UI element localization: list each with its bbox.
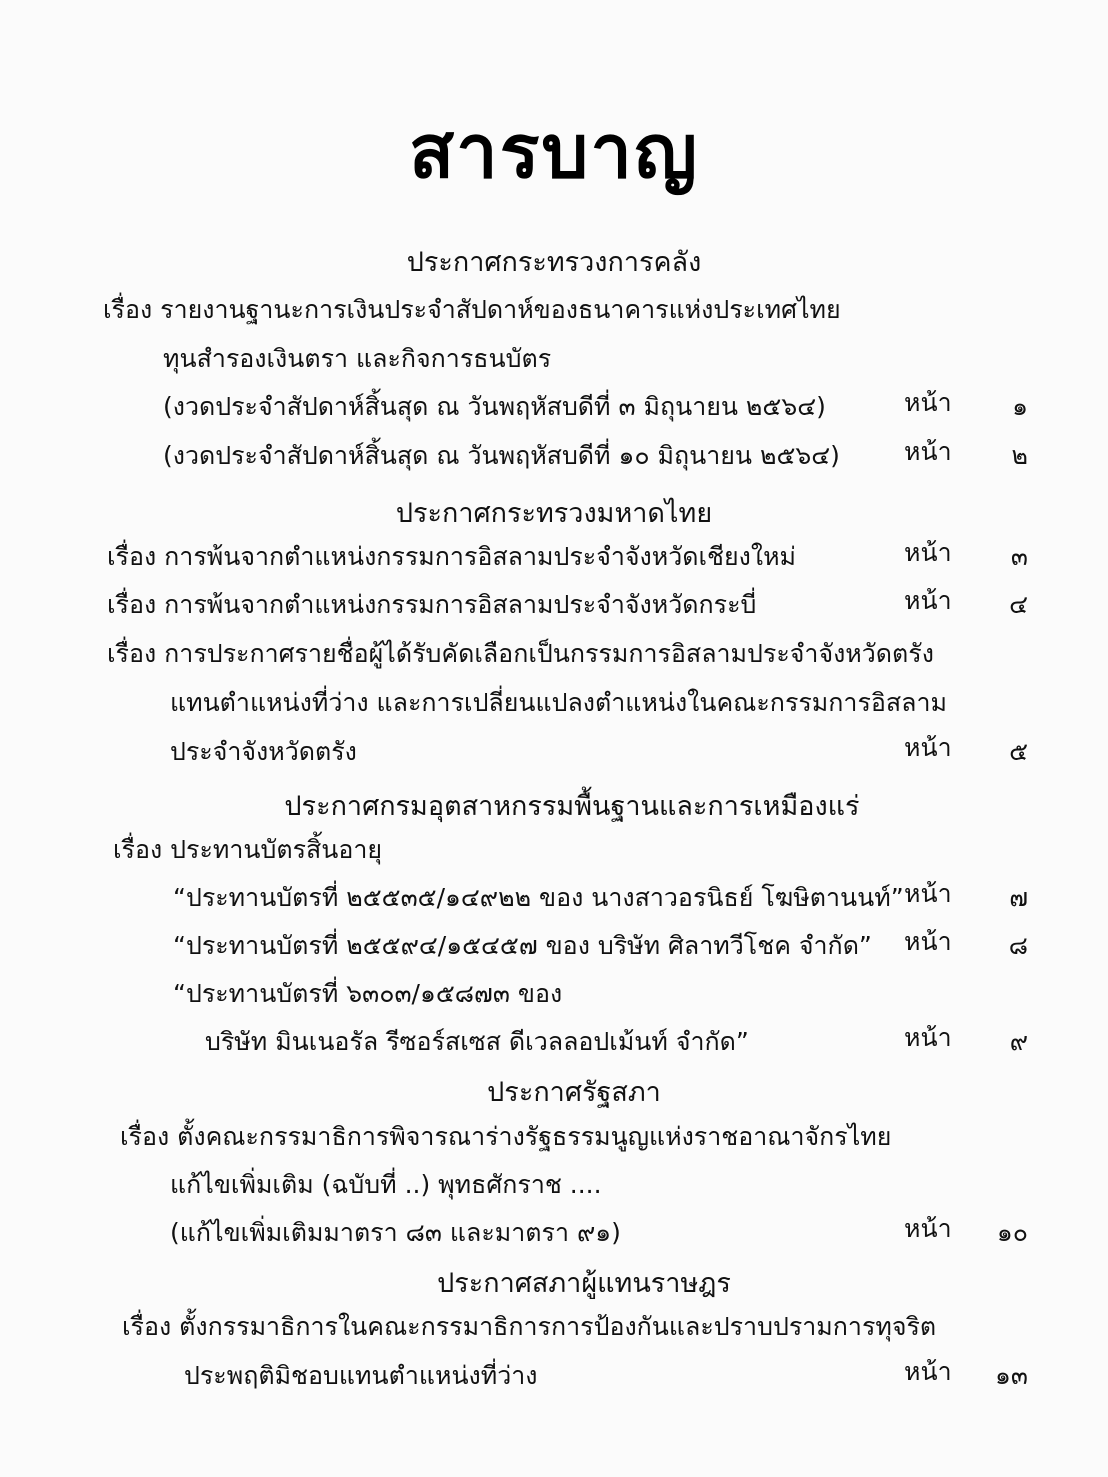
section-heading-parliament: ประกาศรัฐสภา — [487, 1077, 661, 1108]
toc-entry: (งวดประจำสัปดาห์สิ้นสุด ณ วันพฤหัสบดีที่ ๓ มิถุนายน ๒๕๖๔) — [163, 392, 826, 421]
page-label: หน้า — [904, 927, 952, 956]
toc-entry: เรื่อง ตั้งกรรมาธิการในคณะกรรมาธิการการป้องกันและปราบปรามการทุจริต — [122, 1312, 937, 1341]
page-label: หน้า — [904, 1357, 952, 1386]
page-label: หน้า — [904, 437, 952, 466]
page-number: ๓ — [1010, 542, 1028, 571]
toc-entry: ประจำจังหวัดตรัง — [170, 737, 357, 766]
page-number: ๘ — [1008, 931, 1028, 960]
page-label: หน้า — [904, 1214, 952, 1243]
page-number: ๑๐ — [996, 1218, 1028, 1247]
toc-entry: (แก้ไขเพิ่มเติมมาตรา ๘๓ และมาตรา ๙๑) — [170, 1218, 621, 1247]
toc-entry: ประพฤติมิชอบแทนตำแหน่งที่ว่าง — [184, 1361, 538, 1390]
page-number: ๙ — [1009, 1027, 1028, 1056]
page-label: หน้า — [904, 586, 952, 615]
toc-entry: แก้ไขเพิ่มเติม (ฉบับที่ ..) พุทธศักราช .... — [170, 1170, 602, 1199]
page-label: หน้า — [904, 538, 952, 567]
section-heading-interior: ประกาศกระทรวงมหาดไทย — [395, 498, 713, 529]
toc-entry: เรื่อง รายงานฐานะการเงินประจำสัปดาห์ของธนาคารแห่งประเทศไทย — [103, 295, 841, 324]
page-number: ๒ — [1011, 441, 1028, 470]
page-number: ๕ — [1009, 737, 1028, 766]
page-label: หน้า — [904, 879, 952, 908]
toc-entry: เรื่อง การประกาศรายชื่อผู้ได้รับคัดเลือกเป็นกรรมการอิสลามประจำจังหวัดตรัง — [107, 639, 934, 668]
toc-entry: บริษัท มินเนอรัล รีซอร์สเซส ดีเวลลอปเม้นท์ จำกัด” — [205, 1027, 749, 1056]
toc-entry: “ประทานบัตรที่ ๒๕๕๙๔/๑๕๔๕๗ ของ บริษัท ศิลาทวีโชค จำกัด” — [173, 931, 872, 960]
page-number: ๑๓ — [995, 1361, 1028, 1390]
page-title: สารบาญ — [408, 109, 700, 195]
toc-entry: แทนตำแหน่งที่ว่าง และการเปลี่ยนแปลงตำแหน่งในคณะกรรมการอิสลาม — [170, 688, 947, 717]
section-heading-house-of-representatives: ประกาศสภาผู้แทนราษฎร — [437, 1268, 731, 1299]
toc-entry: “ประทานบัตรที่ ๖๓๐๓/๑๕๘๗๓ ของ — [173, 979, 563, 1008]
section-heading-industry: ประกาศกรมอุตสาหกรรมพื้นฐานและการเหมืองแร่ — [284, 791, 860, 822]
toc-entry: เรื่อง ประทานบัตรสิ้นอายุ — [113, 835, 383, 864]
page-label: หน้า — [904, 733, 952, 762]
toc-entry: เรื่อง ตั้งคณะกรรมาธิการพิจารณาร่างรัฐธรรมนูญแห่งราชอาณาจักรไทย — [120, 1122, 892, 1151]
toc-entry: (งวดประจำสัปดาห์สิ้นสุด ณ วันพฤหัสบดีที่ ๑๐ มิถุนายน ๒๕๖๔) — [163, 441, 840, 470]
page-number: ๑ — [1012, 392, 1028, 421]
page-label: หน้า — [904, 1023, 952, 1052]
toc-entry: เรื่อง การพ้นจากตำแหน่งกรรมการอิสลามประจำจังหวัดเชียงใหม่ — [107, 542, 797, 571]
page-number: ๔ — [1009, 590, 1028, 619]
section-heading-finance: ประกาศกระทรวงการคลัง — [406, 247, 702, 278]
toc-entry: “ประทานบัตรที่ ๒๕๕๓๕/๑๔๙๒๒ ของ นางสาวอรนิธย์ โฆษิตานนท์” — [173, 883, 904, 912]
page-number: ๗ — [1009, 883, 1028, 912]
page-label: หน้า — [904, 388, 952, 417]
toc-entry: เรื่อง การพ้นจากตำแหน่งกรรมการอิสลามประจำจังหวัดกระบี่ — [107, 590, 757, 619]
toc-entry: ทุนสำรองเงินตรา และกิจการธนบัตร — [163, 344, 552, 373]
